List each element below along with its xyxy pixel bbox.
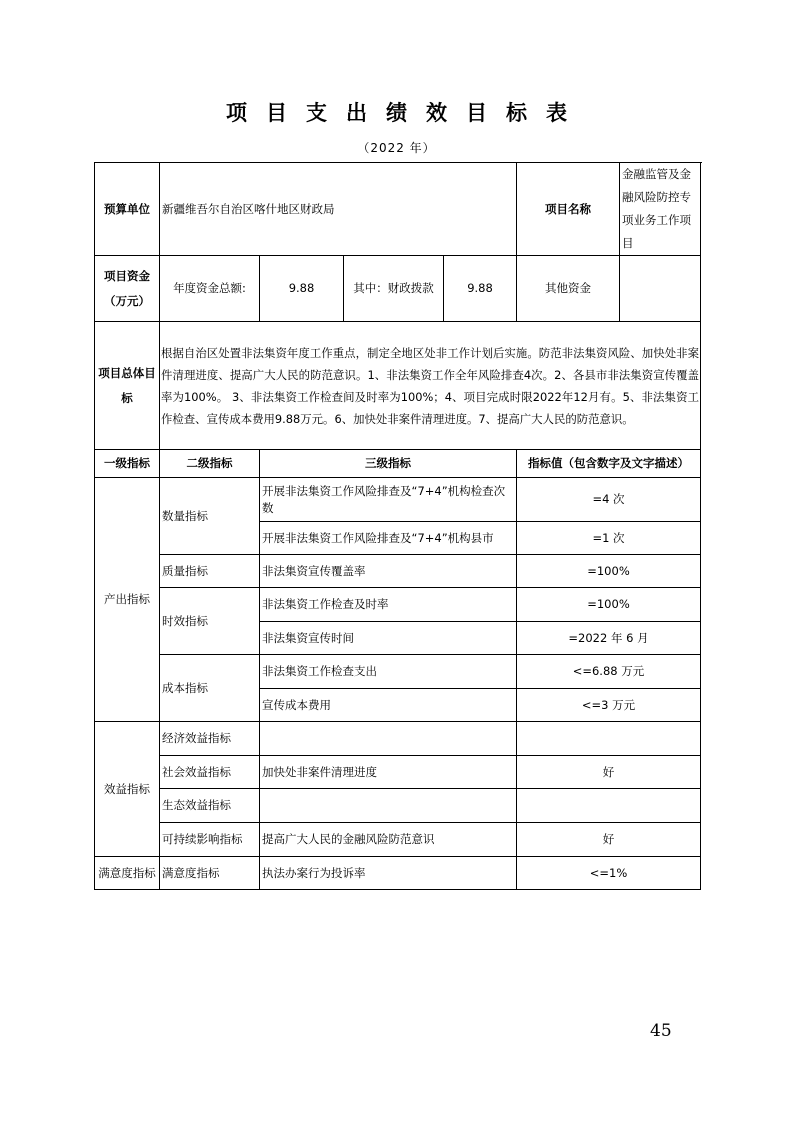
indicator-cell: 开展非法集资工作风险排查及“7+4”机构检查次数 [260, 478, 517, 522]
value-cell: <=1% [517, 857, 701, 890]
indicator-cell [260, 789, 517, 823]
value-cell: =100% [517, 588, 701, 622]
budget-unit-value: 新疆维吾尔自治区喀什地区财政局 [160, 163, 517, 256]
indicator-cell: 提高广大人民的金融风险防范意识 [260, 823, 517, 857]
value-cell: =4 次 [517, 478, 701, 522]
value-cell: <=6.88 万元 [517, 655, 701, 689]
ecological-benefit-cell: 生态效益指标 [160, 789, 260, 823]
timeliness-indicators-cell: 时效指标 [160, 588, 260, 655]
funds-label-line1: 项目资金 [104, 268, 150, 283]
col-level3-header: 三级指标 [260, 450, 517, 478]
table-row [95, 857, 701, 890]
project-name-value: 金融监管及金融风险防控专项业务工作项目 [620, 163, 701, 256]
table-row [95, 823, 701, 857]
performance-target-table [94, 162, 701, 890]
value-cell: 好 [517, 756, 701, 789]
funds-label-line2: （万元） [104, 293, 150, 308]
annual-total-label: 年度资金总额: [160, 256, 260, 322]
document-title: 项目支出绩效目标表 [226, 101, 586, 125]
sustainable-impact-cell: 可持续影响指标 [160, 823, 260, 857]
col-level2-header: 二级指标 [160, 450, 260, 478]
indicator-cell [260, 722, 517, 756]
benefit-indicators-cell: 效益指标 [95, 722, 160, 857]
indicator-cell: 非法集资工作检查及时率 [260, 588, 517, 622]
table-row [95, 756, 701, 789]
output-indicators-cell: 产出指标 [95, 478, 160, 722]
other-funds-label: 其他资金 [517, 256, 620, 322]
indicator-cell: 非法集资宣传覆盖率 [260, 555, 517, 588]
indicator-cell: 执法办案行为投诉率 [260, 857, 517, 890]
page-number: 45 [650, 1021, 672, 1041]
table-row [95, 588, 701, 622]
fiscal-allocation-label: 其中：财政拨款 [344, 256, 444, 322]
satisfaction-level2-cell: 满意度指标 [160, 857, 260, 890]
col-value-header: 指标值（包含数字及文字描述） [517, 450, 701, 478]
overall-goal-label: 项目总体目标 [95, 322, 160, 450]
table-row [95, 555, 701, 588]
annual-total-value: 9.88 [260, 256, 344, 322]
value-cell [517, 722, 701, 756]
table-row [95, 478, 701, 522]
col-level1-header: 一级指标 [95, 450, 160, 478]
budget-unit-label: 预算单位 [95, 163, 160, 256]
overall-goal-text: 根据自治区处置非法集资年度工作重点，制定全地区处非工作计划后实施。防范非法集资风险、加快处非案件清理进度、提高广大人民的防范意识。1、非法集资工作全年风险排查4次。2、各县市非法集资宣传覆盖率为100%。 3、非法集资工作检查间及时率为100%；4、项目完成时限2022年12月有。5、非法集资工作检查、宣传成本费用9.88万元。6、加快处非案件清理进度。7、提高广大人民的防范意识。 [160, 322, 701, 450]
table-row [95, 655, 701, 689]
indicator-cell: 开展非法集资工作风险排查及“7+4”机构县市 [260, 522, 517, 555]
indicator-cell: 加快处非案件清理进度 [260, 756, 517, 789]
social-benefit-cell: 社会效益指标 [160, 756, 260, 789]
indicator-cell: 非法集资宣传时间 [260, 622, 517, 655]
cost-indicators-cell: 成本指标 [160, 655, 260, 722]
indicator-cell: 宣传成本费用 [260, 689, 517, 722]
value-cell [517, 789, 701, 823]
value-cell: <=3 万元 [517, 689, 701, 722]
overall-goal-row [95, 322, 701, 450]
value-cell: =100% [517, 555, 701, 588]
other-funds-value [620, 256, 701, 322]
satisfaction-level1-cell: 满意度指标 [95, 857, 160, 890]
fiscal-allocation-value: 9.88 [444, 256, 517, 322]
column-header-row [95, 450, 701, 478]
quality-indicators-cell: 质量指标 [160, 555, 260, 588]
document-year: （2022 年） [357, 141, 436, 155]
indicator-cell: 非法集资工作检查支出 [260, 655, 517, 689]
table-row [95, 789, 701, 823]
value-cell: =1 次 [517, 522, 701, 555]
value-cell: 好 [517, 823, 701, 857]
funds-label [95, 256, 160, 322]
value-cell: =2022 年 6 月 [517, 622, 701, 655]
budget-unit-row [95, 163, 701, 256]
table-row [95, 722, 701, 756]
economic-benefit-cell: 经济效益指标 [160, 722, 260, 756]
funds-row [95, 256, 701, 322]
project-name-label: 项目名称 [517, 163, 620, 256]
quantity-indicators-cell: 数量指标 [160, 478, 260, 555]
